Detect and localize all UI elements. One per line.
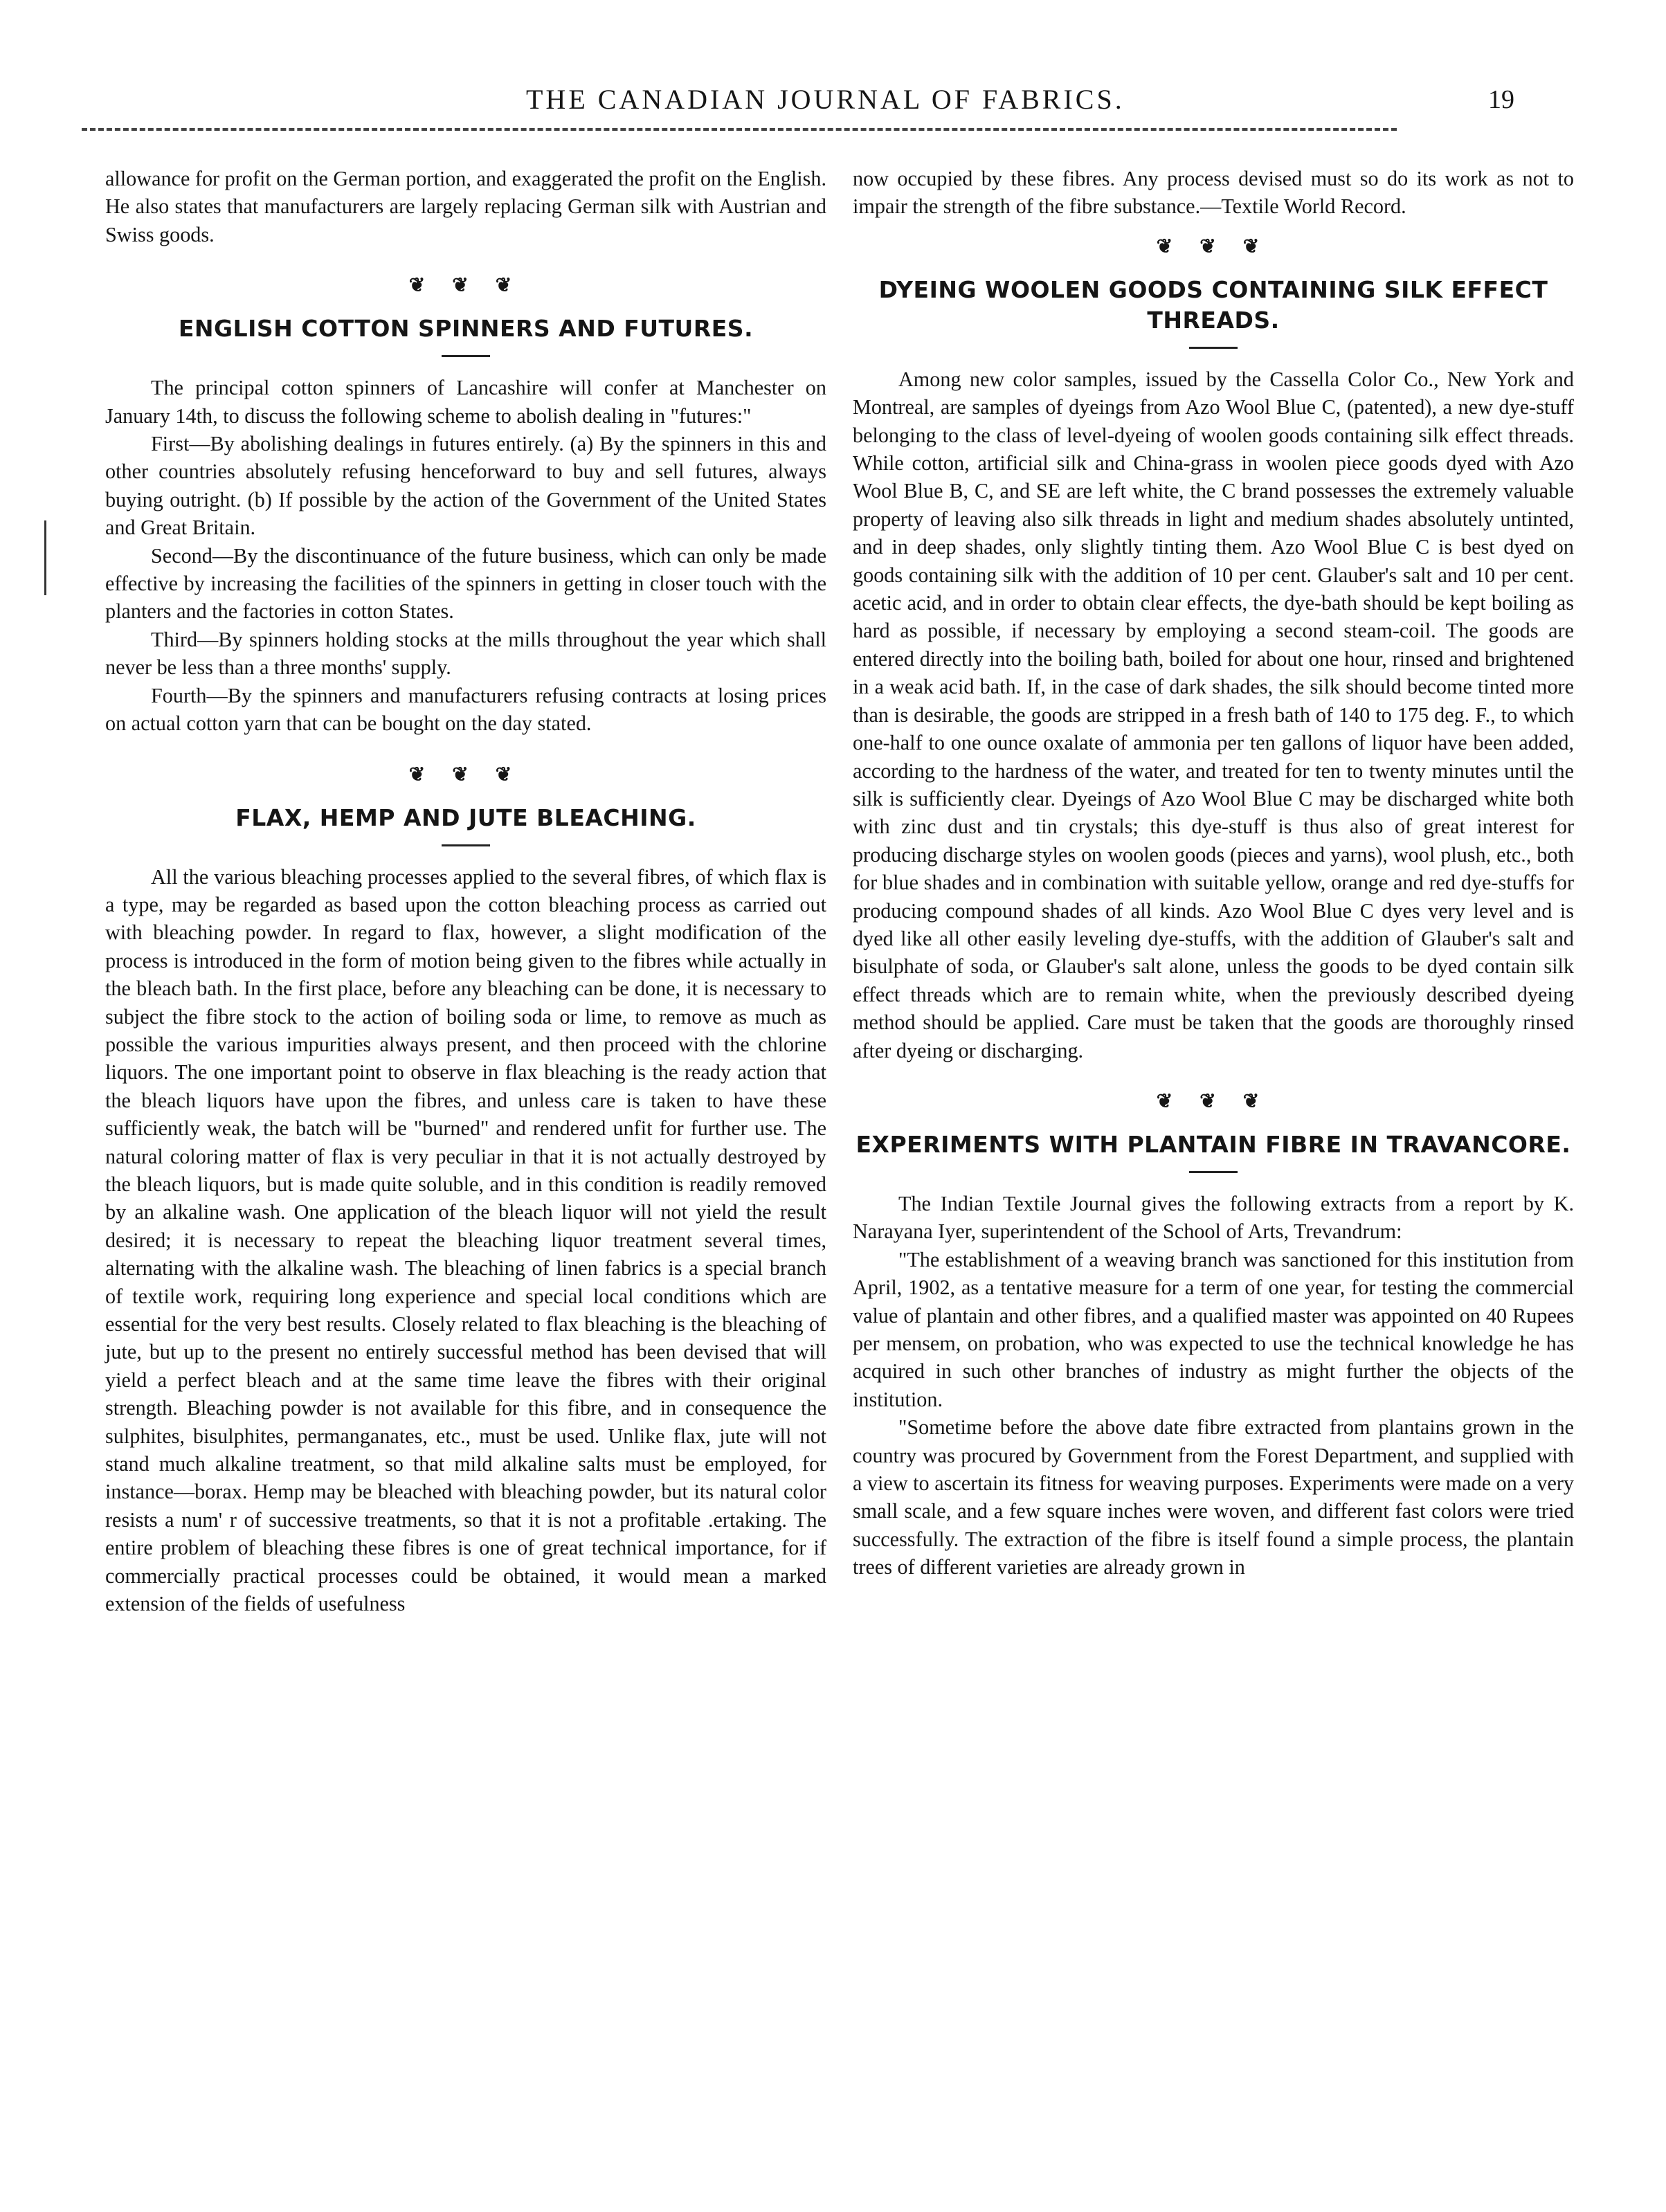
section-ornament (105, 273, 826, 298)
ornament-glyphs: ❦ ❦ ❦ (408, 763, 523, 786)
right-column (853, 165, 1574, 1581)
section-ornament (853, 1089, 1574, 1114)
section-ornament (105, 763, 826, 788)
running-head (0, 83, 1666, 125)
article-paragraph: Fourth—By the spinners and manufacturers refusing contracts at losing prices on actual cotton yarn that can be bought on the day stated. (105, 683, 826, 736)
article-heading-plantain-fibre: EXPERIMENTS WITH PLANTAIN FIBRE IN TRAVANCORE. (855, 1130, 1571, 1158)
header-rule (82, 128, 1397, 131)
continued-paragraph: allowance for profit on the German portion, and exaggerated the profit on the English. He also states that manufacturers are largely replacing German silk with Austrian and Swiss goods. (105, 167, 826, 246)
continued-paragraph: now occupied by these fibres. Any process devised must so do its work as not to impair the strength of the fibre substance.—Textile World Record. (853, 167, 1574, 219)
article-heading-cotton-spinners: ENGLISH COTTON SPINNERS AND FUTURES. (178, 315, 754, 343)
article-heading-flax-bleaching: FLAX, HEMP AND JUTE BLEACHING. (235, 804, 696, 831)
article-paragraph: Second—By the discontinuance of the future business, which can only be made effective by increasing the facilities of the spinners in getting in closer touch with the planters and the factories in cotton States. (105, 543, 826, 624)
article-paragraph: "Sometime before the above date fibre extracted from plantains grown in the country was procured by Government from the Forest Department, and supplied with a view to ascertain its fitness for weaving purposes. Experiments were made on a very small scale, and a few square inches were woven, and different fast colors were tried successfully. The extraction of the fibre is itself found a simple process, the plantain trees of different varieties are already grown in (853, 1415, 1574, 1579)
page-number: 19 (1488, 85, 1514, 114)
article-paragraph: All the various bleaching processes applied to the several fibres, of which flax is a type, may be regarded as based upon the cotton bleaching process as carried out with bleaching powder. In regard to flax, however, a slight modification of the process is introduced in the form of motion being given to the fibres while actually in the bleach bath. In the first place, before any bleaching can be done, it is necessary to subject the fibre stock to the action of boiling soda or lime, to remove as much as possible the various impurities always present, and then proceed with the chlorine liquors. The one important point to observe in flax bleaching is the ready action that the bleach liquors have upon the fibres, and unless care is taken to have these sufficiently weak, the batch will be "burned" and rendered unfit for further use. The natural coloring matter of flax is very peculiar in that it is not actually destroyed by the bleach liquors, but is made quite soluble, and in this condition is readily removed by an alkaline wash. One application of the bleach liquor will not yield the result desired; it is necessary to repeat the bleaching liquor treatment several times, alternating with the alkaline wash. The bleaching of linen fabrics is a special branch of textile work, requiring long experience and special local conditions which are essential for the very best results. Closely related to flax bleaching is the bleaching of jute, but up to the present no entirely successful method has been devised that will yield a perfect bleach and at the same time leave the fibres with their original strength. Bleaching powder is not available for this fibre, and in consequence the sulphites, bisulphites, permanganates, etc., must be used. Unlike flax, jute will not stand much alkaline treatment, so that mild alkaline salts must be employed, for instance—borax. Hemp may be bleached with bleaching powder, but its natural color resists a num' r of successive treatments, so that it is not a profitable .ertaking. The entire problem of bleaching these fibres is one of great technical importance, for if commercially practical processes could be obtained, it would mean a marked extension of the fields of usefulness (105, 864, 826, 1616)
ornament-glyphs: ❦ ❦ ❦ (408, 275, 523, 297)
ornament-glyphs: ❦ ❦ ❦ (1156, 235, 1271, 257)
section-ornament (853, 235, 1574, 260)
heading-rule (1189, 1171, 1238, 1173)
article-heading-dyeing-woolen: DYEING WOOLEN GOODS CONTAINING SILK EFFECT THREADS. (878, 275, 1548, 334)
article-paragraph: Third—By spinners holding stocks at the mills throughout the year which shall never be less than a three months' supply. (105, 627, 826, 680)
heading-rule (442, 355, 490, 357)
margin-mark (44, 520, 46, 595)
left-column (105, 165, 826, 1617)
article-paragraph: "The establishment of a weaving branch was sanctioned for this institution from April, 1902, as a tentative measure for a term of one year, for testing the commercial value of plantain and other fibres, and a qualified master was appointed on 40 Rupees per mensem, on probation, who was expected to use the technical knowledge he has acquired in such other branches of industry as might further the objects of the institution. (853, 1247, 1574, 1411)
article-paragraph: First—By abolishing dealings in futures entirely. (a) By the spinners in this and other countries absolutely refusing henceforward to buy and sell futures, always buying outright. (b) If possible by the action of the Government of the United States and Great Britain. (105, 432, 826, 540)
journal-title: THE CANADIAN JOURNAL OF FABRICS. (526, 84, 1125, 115)
heading-rule (1189, 347, 1238, 349)
article-paragraph: The principal cotton spinners of Lancashire will confer at Manchester on January 14th, to discuss the following scheme to abolish dealing in "futures:" (105, 376, 826, 428)
article-paragraph: The Indian Textile Journal gives the following extracts from a report by K. Narayana Iyer, superintendent of the School of Arts, Trevandrum: (853, 1191, 1574, 1244)
article-paragraph: Among new color samples, issued by the Cassella Color Co., New York and Montreal, are samples of dyeings from Azo Wool Blue C, (patented), a new dye-stuff belonging to the class of level-dyeing of woolen goods containing silk effect threads. While cotton, artificial silk and China-grass in woolen piece goods dyed with Azo Wool Blue B, C, and SE are left white, the C brand possesses the extremely valuable property of leaving also silk threads in light and medium shades absolutely untinted, and in deep shades, only slightly tinting them. Azo Wool Blue C is best dyed on goods containing silk with the addition of 10 per cent. Glauber's salt and 10 per cent. acetic acid, and in order to obtain clear effects, the dye-bath should be kept boiling as hard as possible, if necessary by employing a second steam-coil. The goods are entered directly into the boiling bath, boiled for about one hour, rinsed and brightened in a weak acid bath. If, in the case of dark shades, the silk should become tinted more than is desirable, the goods are stripped in a fresh bath of 140 to 175 deg. F., to which one-half to one ounce oxalate of ammonia per ten gallons of liquor have been added, according to the hardness of the water, and treated for ten to twenty minutes until the silk is sufficiently clear. Dyeings of Azo Wool Blue C may be discharged white both with zinc dust and tin crystals; this dye-stuff is thus also of great interest for producing discharge styles on woolen goods (pieces and yarns), wool plush, etc., both for blue shades and in combination with suitable yellow, orange and red dye-stuffs for producing compound shades of all kinds. Azo Wool Blue C dyes very level and is dyed like all other easily leveling dye-stuffs, with the addition of Glauber's salt and bisulphate of soda, or Glauber's salt alone, unless the goods to be dyed contain silk effect threads which are to remain white, when the previously described dyeing method should be applied. Care must be taken that the goods are thoroughly rinsed after dyeing or discharging. (853, 367, 1574, 1062)
heading-rule (442, 844, 490, 846)
ornament-glyphs: ❦ ❦ ❦ (1156, 1090, 1271, 1112)
